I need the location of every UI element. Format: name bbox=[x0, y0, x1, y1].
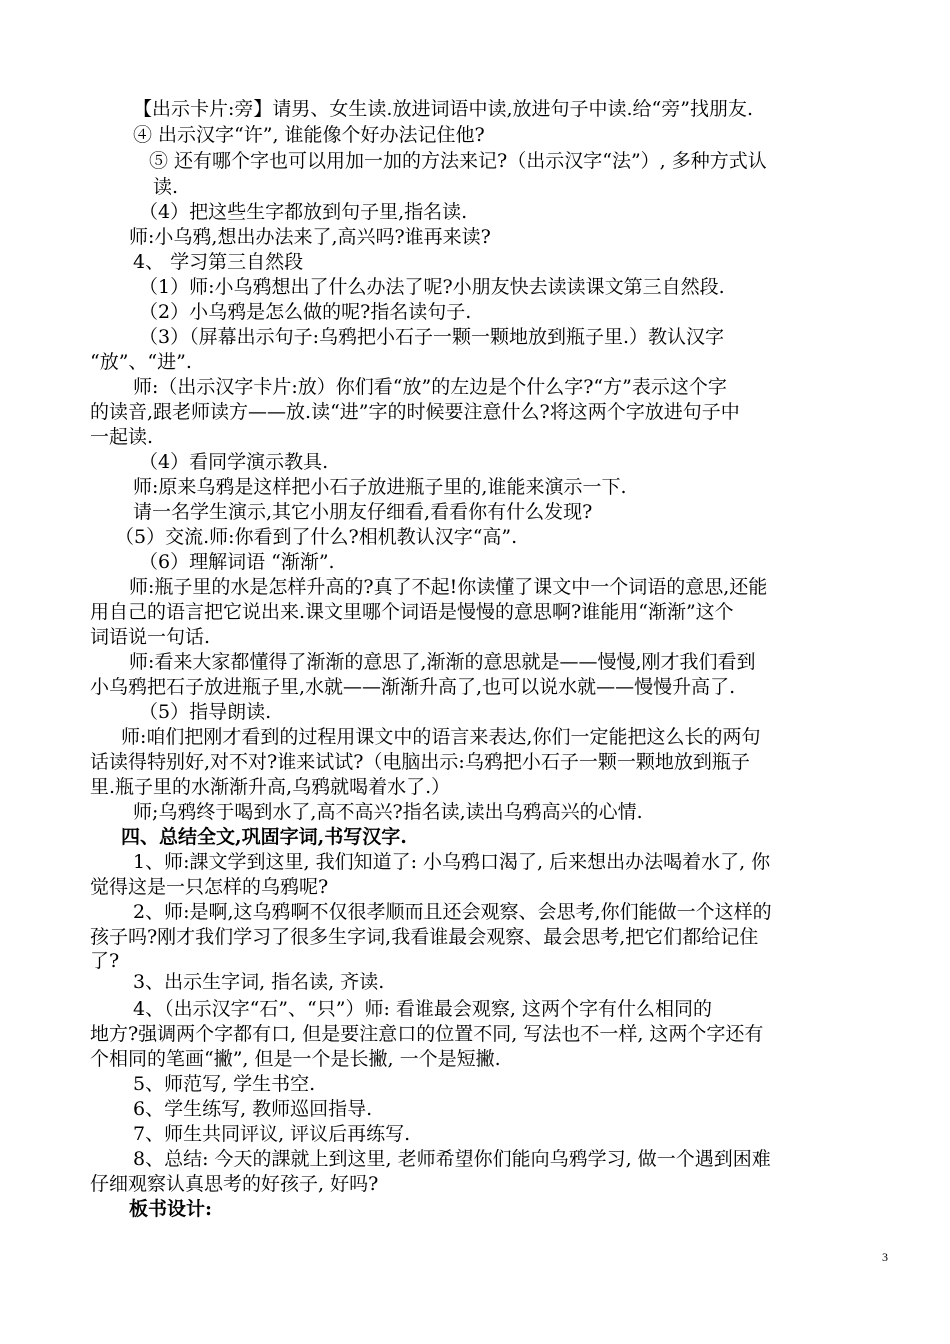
text-line: 词语说一句话. bbox=[90, 626, 211, 648]
text-line: 5、师范写, 学生书空. bbox=[133, 1073, 316, 1095]
text-line: 8、总结: 今天的課就上到这里, 老师希望你们能向乌鸦学习, 做一个遇到困难 bbox=[133, 1148, 771, 1170]
text-line: 7、师生共同评议, 评议后再练写. bbox=[133, 1123, 411, 1145]
text-line: 4、 学习第三自然段 bbox=[133, 251, 304, 273]
text-line: 的读音,跟老师读方——放.读“进”字的时候要注意什么?将这两个字放进句子中 bbox=[90, 401, 740, 423]
text-line: ④ 出示汉字“许”, 谁能像个好办法记住他? bbox=[133, 124, 485, 146]
text-line: 师;乌鸦终于喝到水了,高不高兴?指名读,读出乌鸦高兴的心情. bbox=[133, 801, 643, 823]
text-line: （3）（屏幕出示句子:乌鸦把小石子一颗一颗地放到瓶子里.）教认汉字 bbox=[139, 326, 725, 348]
text-line: 师:原来乌鸦是这样把小石子放进瓶子里的,谁能来演示一下. bbox=[133, 476, 627, 498]
text-line: ⑤ 还有哪个字也可以用加一加的方法来记?（出示汉字“法”）, 多种方式认 bbox=[149, 150, 767, 172]
text-line: 用自己的语言把它说出来.课文里哪个词语是慢慢的意思啊?谁能用“渐渐”这个 bbox=[90, 601, 734, 623]
text-line: （2）小乌鸦是怎么做的呢?指名读句子. bbox=[139, 301, 472, 323]
text-line: 地方?强调两个字都有口, 但是要注意口的位置不同, 写法也不一样, 这两个字还有 bbox=[90, 1023, 764, 1045]
text-line: （6）理解词语 “渐渐”. bbox=[139, 551, 335, 573]
text-line: （4）把这些生字都放到句子里,指名读. bbox=[139, 201, 468, 223]
text-line: 1、师:課文学到这里, 我们知道了: 小乌鸦口渴了, 后来想出办法喝着水了, 你 bbox=[133, 851, 771, 873]
text-line: （1）师:小乌鸦想出了什么办法了呢?小朋友快去读读课文第三自然段. bbox=[139, 276, 725, 298]
text-line: （5）指导朗读. bbox=[139, 701, 272, 723]
page-number: 3 bbox=[882, 1250, 888, 1264]
text-line: 仔细观察认真思考的好孩子, 好吗? bbox=[90, 1173, 379, 1195]
text-line: 个相同的笔画“撇”, 但是一个是长撇, 一个是短撇. bbox=[90, 1048, 501, 1070]
text-line: 师:看来大家都懂得了渐渐的意思了,渐渐的意思就是——慢慢,刚才我们看到 bbox=[129, 651, 756, 673]
text-line: 孩子吗?刚才我们学习了很多生字词,我看谁最会观察、最会思考,把它们都给记住 bbox=[90, 926, 759, 948]
text-line: 师:小乌鸦,想出办法来了,高兴吗?谁再来读? bbox=[129, 226, 491, 248]
text-line: 6、学生练写, 教师巡回指导. bbox=[133, 1098, 373, 1120]
text-line: 了? bbox=[90, 950, 120, 972]
text-line: 3、出示生字词, 指名读, 齐读. bbox=[133, 971, 385, 993]
text-line: 里.瓶子里的水渐渐升高,乌鸦就喝着水了.） bbox=[90, 776, 451, 798]
text-line: 师:咱们把刚才看到的过程用课文中的语言来表达,你们一定能把这么长的两句 bbox=[121, 726, 761, 748]
text-line: “放”、“进”. bbox=[90, 351, 192, 373]
text-line: 2、师:是啊,这乌鸦啊不仅很孝顺而且还会观察、会思考,你们能做一个这样的 bbox=[133, 901, 772, 923]
text-line: 师:（出示汉字卡片:放）你们看“放”的左边是个什么字?“方”表示这个字 bbox=[133, 376, 727, 398]
text-line: （4）看同学演示教具. bbox=[139, 451, 329, 473]
section-heading: 四、总结全文,巩固字词,书写汉字. bbox=[121, 826, 407, 848]
text-line: 一起读. bbox=[90, 426, 154, 448]
section-heading: 板书设计: bbox=[129, 1198, 213, 1220]
text-line: 读. bbox=[153, 176, 179, 198]
text-line: 觉得这是一只怎样的乌鸦呢? bbox=[90, 876, 329, 898]
text-line: 小乌鸦把石子放进瓶子里,水就——渐渐升高了,也可以说水就——慢慢升高了. bbox=[90, 676, 736, 698]
text-line: 师:瓶子里的水是怎样升高的?真了不起!你读懂了课文中一个词语的意思,还能 bbox=[129, 576, 768, 598]
text-line: 请一名学生演示,其它小朋友仔细看,看看你有什么发现? bbox=[133, 501, 593, 523]
text-line: 话读得特别好,对不对?谁来试试?（电脑出示:乌鸦把小石子一颗一颗地放到瓶子 bbox=[90, 751, 750, 773]
text-line: 4、（出示汉字“石”、“只”）师: 看谁最会观察, 这两个字有什么相同的 bbox=[133, 998, 712, 1020]
text-line: 【出示卡片:旁】请男、女生读.放进词语中读,放进句子中读.给“旁”找朋友. bbox=[133, 98, 753, 120]
text-line: （5）交流.师:你看到了什么?相机教认汉字“高”. bbox=[115, 526, 518, 548]
